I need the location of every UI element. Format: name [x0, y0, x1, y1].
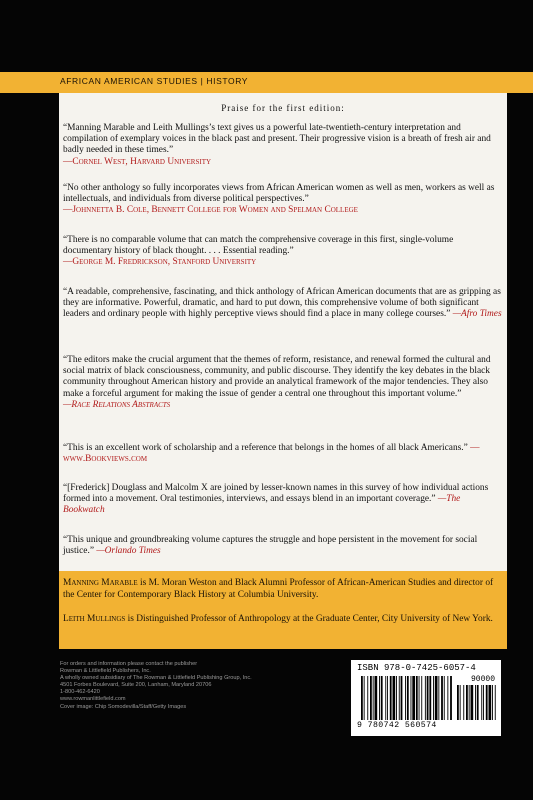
quote-source: —Johnnetta B. Cole, Bennett College for Women and Spelman College: [63, 205, 358, 216]
barcode-bar: [483, 685, 484, 720]
barcode-bar: [427, 676, 429, 720]
barcode-bar: [469, 685, 470, 720]
barcode-bar: [399, 676, 400, 720]
barcode-bar: [364, 676, 365, 720]
category-label: AFRICAN AMERICAN STUDIES | HISTORY: [60, 76, 249, 86]
barcode-bar: [421, 676, 422, 720]
barcode-bar: [435, 676, 438, 720]
bio-manning-marable: [63, 578, 503, 601]
barcode-bar: [393, 676, 396, 720]
author-name: Manning Marable: [63, 578, 138, 588]
quote-source: —George M. Fredrickson, Stanford University: [63, 257, 257, 268]
barcode-bar: [438, 676, 439, 720]
publisher-info: [60, 661, 320, 711]
barcode-bar: [457, 685, 459, 720]
barcode-bar: [407, 676, 409, 720]
quote-johnnetta-cole: [63, 183, 503, 217]
publisher-line: For orders and information please contact the publisher: [60, 661, 198, 667]
publisher-line: 1-800-462-6420: [60, 689, 100, 696]
quote-cornel-west: [63, 123, 503, 168]
quote-source: —Orlando Times: [96, 546, 161, 557]
quote-george-fredrickson: [63, 235, 503, 269]
quote-text: “No other anthology so fully incorporates views from African American women as well as men, workers as well as intellectuals, and individuals from diverse political perspectives.”: [63, 183, 495, 205]
quote-race-relations-abstracts: [63, 355, 503, 411]
quote-bookwatch: [63, 483, 503, 517]
quote-text: “There is no comparable volume that can match the comprehensive coverage in this first, single-volume documentary history of black thought. . . . Essential reading.”: [63, 235, 454, 257]
quote-source: —www.Bookviews.com: [63, 443, 480, 465]
barcode-bar: [477, 685, 479, 720]
barcode-bar: [481, 685, 482, 720]
quote-orlando-times: [63, 535, 503, 557]
barcode-bar: [373, 676, 374, 720]
author-bio-text: is M. Moran Weston and Black Alumni Professor of African-American Studies and director of the Center for Contemporary Black History at Columbia University.: [63, 578, 494, 600]
category-band: [0, 72, 533, 93]
publisher-line: www.rowmanlittlefield.com: [60, 696, 126, 703]
publisher-line: A wholly owned subsidiary of The Rowman & Littlefield Publishing Group, Inc.: [60, 675, 252, 682]
quote-source: —Race Relations Abstracts: [63, 399, 171, 410]
quote-text: “This is an excellent work of scholarship and a reference that belongs in the homes of all black Americans.”: [63, 443, 468, 453]
quote-text: “This unique and groundbreaking volume captures the struggle and hope persistent in the movement for social justice.”: [63, 535, 478, 557]
quote-text: “Manning Marable and Leith Mullings’s text gives us a powerful late-twentieth-century interpretation and compilation of exemplary voices in the black past and present. Their progressive vision is a breath of fresh air and badly needed in these times.”: [63, 123, 491, 156]
barcode-bar: [375, 676, 378, 720]
barcode-bar: [447, 676, 448, 720]
barcode-bar: [463, 685, 464, 720]
publisher-line: 4501 Forbes Boulevard, Suite 200, Lanham, Maryland 20706: [60, 682, 212, 689]
author-bios-panel: [59, 571, 507, 649]
barcode-bar: [495, 685, 496, 720]
barcode-bar: [367, 676, 368, 720]
barcode-bar: [450, 676, 452, 720]
barcode-bar: [489, 685, 492, 720]
quote-afro-times: [63, 287, 503, 321]
publisher-line: Cover image: Chip Somodevilla/Staff/Getty Images: [60, 703, 187, 710]
barcode-bar: [381, 676, 383, 720]
isbn-number: ISBN 978-0-7425-6057-4: [357, 663, 476, 673]
publisher-line: Rowman & Littlefield Publishers, Inc.: [60, 668, 151, 675]
barcode-bar: [379, 676, 380, 720]
barcode-bar: [361, 676, 363, 720]
barcode-bar: [475, 685, 476, 720]
barcode-bar: [433, 676, 434, 720]
ean-number: 9 780742 560574: [357, 721, 437, 730]
author-bio-text: is Distinguished Professor of Anthropology at the Graduate Center, City University of New York.: [127, 614, 493, 624]
isbn-barcode: [351, 660, 501, 736]
quote-text: “A readable, comprehensive, fascinating, and thick anthology of African American documents that are as gripping as they are informative. Powerful, dramatic, and hard to put down, this comprehensive volume of both significant leaders and ordinary people with highly perceptive views should find a place in many college courses.”: [63, 287, 501, 320]
price-code: 90000: [470, 675, 495, 684]
barcode-bar: [370, 676, 372, 720]
barcode-bar: [466, 685, 468, 720]
barcode-bar: [412, 676, 415, 720]
quote-source: —The Bookwatch: [63, 494, 461, 516]
author-name: Leith Mullings: [63, 614, 126, 624]
quote-source: —Cornel West, Harvard University: [63, 156, 212, 167]
bio-leith-mullings: [63, 614, 503, 626]
barcode-bar: [460, 685, 461, 720]
barcode-bar: [471, 685, 474, 720]
barcode-bar: [416, 676, 418, 720]
barcode-bar: [390, 676, 392, 720]
barcode-bar: [425, 676, 426, 720]
barcode-bar: [492, 685, 493, 720]
barcode-bar: [441, 676, 443, 720]
barcode-bar: [486, 685, 488, 720]
barcode-bar: [444, 676, 445, 720]
barcode-bar: [401, 676, 403, 720]
quote-text: “The editors make the crucial argument that the themes of reform, resistance, and renewal formed the cultural and social matrix of black consciousness, community, and public discourse. They identify the key debates in the black community throughout American history and provide an analytical framework of the major tendencies. They also make a forceful argument for making the issue of gender a central one throughout this important volume.”: [63, 355, 491, 399]
praise-title: Praise for the first edition:: [221, 103, 345, 113]
quote-text: “[Frederick] Douglass and Malcolm X are joined by lesser-known names in this survey of how individual actions formed into a movement. Oral testimonies, interviews, and essays blend in an important coverage.”: [63, 483, 489, 505]
barcode-bar: [387, 676, 388, 720]
barcode-bar: [411, 676, 412, 720]
praise-panel: [59, 93, 507, 571]
barcode-bar: [419, 676, 420, 720]
quote-bookviews: [63, 443, 503, 465]
quote-source: —Afro Times: [452, 309, 502, 320]
barcode-bar: [385, 676, 386, 720]
barcode-bar: [429, 676, 431, 720]
barcode-bar: [396, 676, 397, 720]
barcode-bar: [405, 676, 406, 720]
